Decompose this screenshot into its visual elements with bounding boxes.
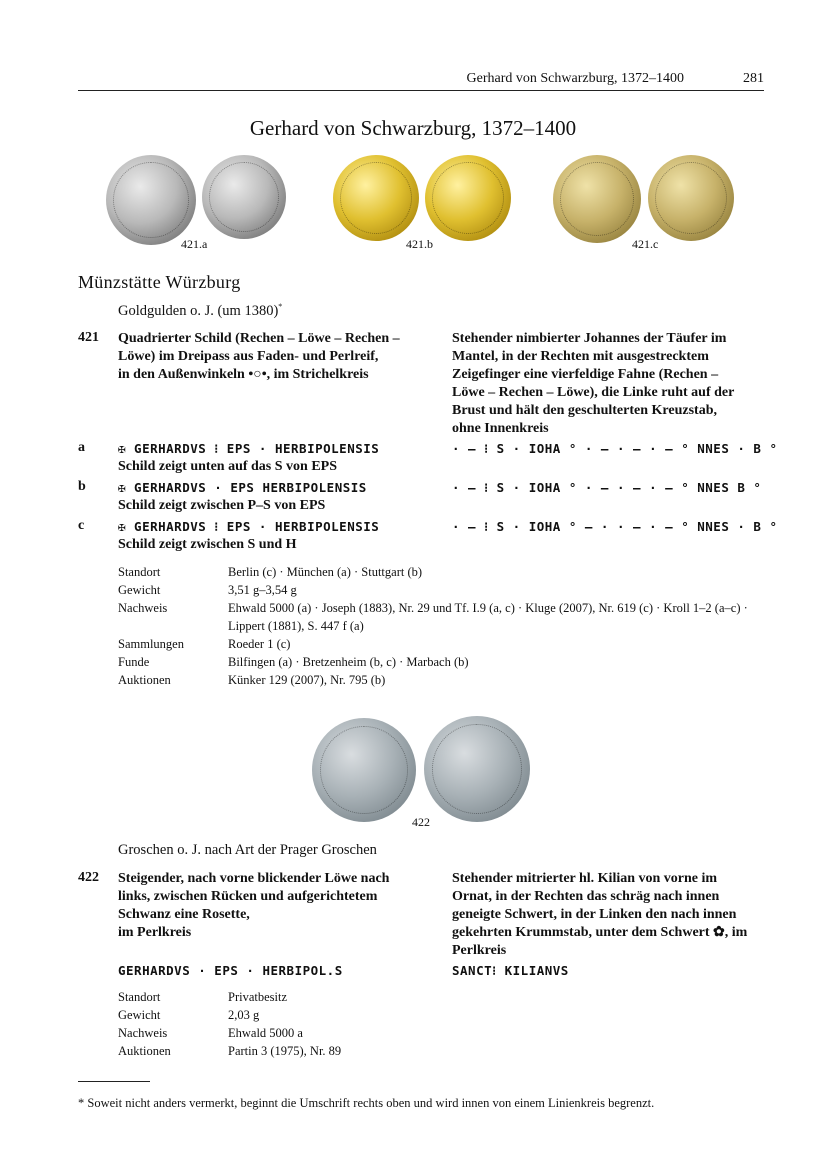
meta-value: Berlin (c) · München (a) · Stuttgart (b) [228,565,423,579]
text-line: Löwe) im Dreipass aus Faden- und Perlreif, [118,349,379,364]
variant-note: Schild zeigt zwischen S und H [118,537,297,552]
meta-label: Auktionen [118,673,171,687]
reverse-description [452,330,782,438]
meta-value: Lippert (1881), S. 447 f (a) [228,619,364,633]
text-line: Schwanz eine Rosette, [118,907,250,922]
meta-value: 3,51 g–3,54 g [228,583,297,597]
obverse-legend: ✠ GERHARDVS ⁝ EPS · HERBIPOLENSIS [118,519,380,534]
text-line: Steigender, nach vorne blickender Löwe nach [118,871,390,886]
text-line: Zeigefinger eine vierfeldige Fahne (Rechen – [452,367,719,382]
obverse-legend: ✠ GERHARDVS ⁝ EPS · HERBIPOLENSIS [118,441,380,456]
meta-value: Ehwald 5000 (a) · Joseph (1883), Nr. 29 und Tf. I.9 (a, c) · Kluge (2007), Nr. 619 (c) · Kroll 1–2 (a–c) · [228,601,748,615]
variant-letter: b [78,479,86,494]
text-line: Perlkreis [452,943,507,958]
type-heading-groschen: Groschen o. J. nach Art der Prager Groschen [118,842,377,858]
coin-reverse-image [648,155,734,241]
obverse-legend: GERHARDVS · EPS · HERBIPOL.S [118,963,343,978]
coin-caption: 422 [412,815,430,829]
obverse-description [118,330,448,384]
text-line: geneigte Schwert, in der Linken den nach innen [452,907,737,922]
meta-label: Standort [118,990,161,1004]
type-heading-text: Goldgulden o. J. (um 1380) [118,302,279,319]
reverse-description [452,870,782,960]
meta-label: Nachweis [118,1026,168,1040]
type-heading-goldgulden [118,302,282,320]
running-head [78,68,764,91]
coin-caption: 421.b [406,237,433,251]
mint-heading: Münzstätte Würzburg [78,272,241,292]
meta-label: Gewicht [118,1008,161,1022]
meta-value: Partin 3 (1975), Nr. 89 [228,1044,342,1058]
variant-letter: a [78,440,85,455]
catalog-number: 422 [78,870,99,885]
running-head-title: Gerhard von Schwarzburg, 1372–1400 [466,71,684,86]
text-line: in den Außenwinkeln •○•, im Strichelkreis [118,367,369,382]
reverse-legend: · – ⁝ S · IOHA ° · – · – · – ° NNES · B ° [452,441,778,456]
coin-obverse-image [553,155,641,243]
coin-reverse-image [202,155,286,239]
coin-obverse-image [312,718,416,822]
text-line: links, zwischen Rücken und aufgerichtetem [118,889,378,904]
meta-value: Roeder 1 (c) [228,637,291,651]
reverse-legend: · – ⁝ S · IOHA ° – · · – · – ° NNES · B ° [452,519,778,534]
text-line: im Perlkreis [118,925,192,940]
variant-note: Schild zeigt unten auf das S von EPS [118,459,337,474]
metadata-table-422 [118,988,778,1064]
meta-value: 2,03 g [228,1008,260,1022]
page-number: 281 [743,71,764,86]
variant-letter: c [78,518,85,533]
metadata-table-421 [118,563,778,693]
text-line: Brust und hält den geschulterten Kreuzstab, [452,403,717,418]
text-line: Quadrierter Schild (Rechen – Löwe – Rechen – [118,331,400,346]
coin-reverse-image [424,716,530,822]
coin-caption: 421.c [632,237,659,251]
meta-label: Standort [118,565,161,579]
reverse-legend: · – ⁝ S · IOHA ° · – · – · – ° NNES B ° [452,480,762,495]
reverse-legend: SANCT⁝ KILIANVS [452,963,569,978]
meta-value: Ehwald 5000 a [228,1026,303,1040]
coin-reverse-image [425,155,511,241]
meta-label: Funde [118,655,150,669]
meta-label: Gewicht [118,583,161,597]
obverse-description [118,870,448,942]
text-line: Löwe – Rechen – Löwe), die Linke ruht auf der [452,385,735,400]
page-title: Gerhard von Schwarzburg, 1372–1400 [249,116,577,140]
meta-label: Auktionen [118,1044,171,1058]
coin-obverse-image [106,155,196,245]
footnote-divider [78,1081,150,1082]
variant-note: Schild zeigt zwischen P–S von EPS [118,498,326,513]
catalog-number: 421 [78,330,99,345]
meta-label: Sammlungen [118,637,184,651]
meta-value: Künker 129 (2007), Nr. 795 (b) [228,673,386,687]
text-line: Mantel, in der Rechten mit ausgestrecktem [452,349,709,364]
text-line: Stehender mitrierter hl. Kilian von vorne im [452,871,718,886]
coin-caption: 421.a [181,237,208,251]
coin-obverse-image [333,155,419,241]
footnote: * Soweit nicht anders vermerkt, beginnt die Umschrift rechts oben und wird innen von einem Linienkreis begrenzt. [78,1096,655,1110]
meta-value: Bilfingen (a) · Bretzenheim (b, c) · Marbach (b) [228,655,469,669]
footnote-mark: * [278,302,283,311]
text-line: ohne Innenkreis [452,421,549,436]
text-line: gekehrten Krummstab, unter dem Schwert ✿, im [452,925,748,940]
meta-label: Nachweis [118,601,168,615]
text-line: Ornat, in der Rechten das schräg nach innen [452,889,720,904]
obverse-legend: ✠ GERHARDVS · EPS HERBIPOLENSIS [118,480,367,495]
meta-value: Privatbesitz [228,990,288,1004]
text-line: Stehender nimbierter Johannes der Täufer im [452,331,727,346]
